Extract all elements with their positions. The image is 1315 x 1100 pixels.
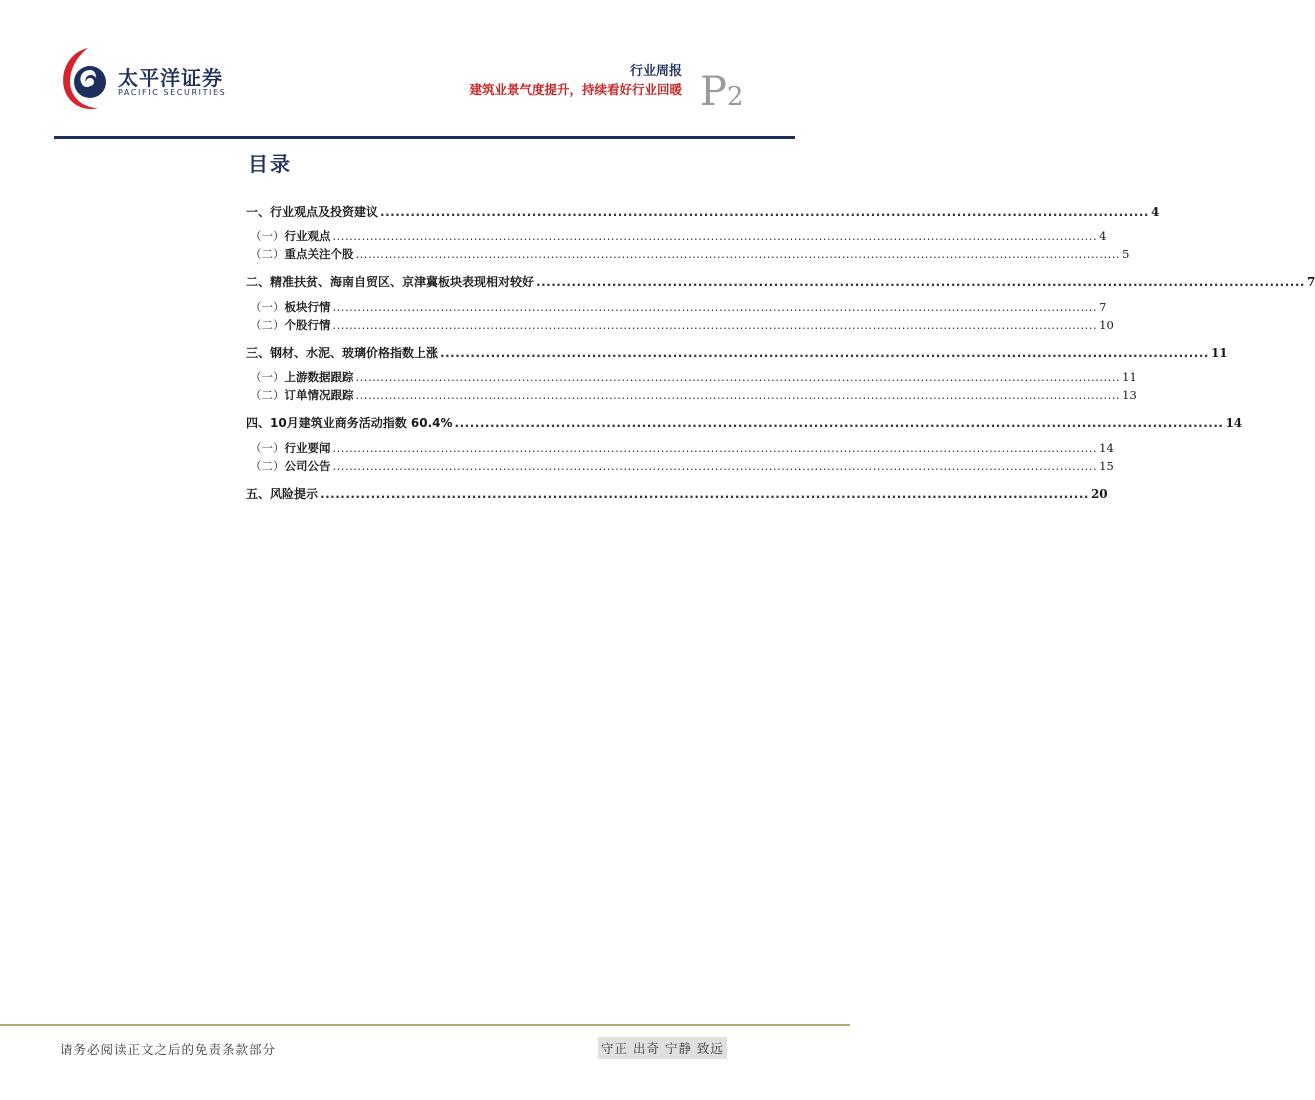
toc-entry-number: 三、 — [246, 346, 271, 360]
toc-entry-number: （一） — [250, 229, 285, 243]
toc-entry-label: 行业要闻 — [284, 441, 331, 455]
toc-entry-level1[interactable] — [246, 414, 1243, 431]
toc-entry-label: 上游数据跟踪 — [284, 370, 354, 384]
toc-leader-dots: ........................................................................................................................................................ — [440, 346, 1209, 360]
footer-motto: 守正 出奇 宁静 致远 — [598, 1037, 727, 1059]
page-prefix: P — [700, 69, 727, 115]
toc-entry-level2[interactable] — [246, 458, 1114, 474]
toc-entry-label: 行业观点 — [284, 229, 331, 243]
toc-entry-label: 公司公告 — [284, 459, 331, 473]
footer-disclaimer: 请务必阅读正文之后的免责条款部分 — [60, 1042, 277, 1057]
toc-entry-number: 四、 — [246, 416, 271, 430]
toc-leader-dots: ........................................................................................................................................................................................ — [355, 370, 1121, 384]
toc-entry-level1[interactable] — [246, 485, 1108, 502]
toc-title: 目录 — [248, 152, 292, 176]
toc-entry-number: （二） — [250, 388, 285, 402]
toc-leader-dots: ........................................................................................................................................................................................ — [332, 300, 1098, 314]
toc-leader-dots: ........................................................................................................................................................ — [454, 416, 1224, 430]
logo-text-en: PACIFIC SECURITIES — [118, 88, 227, 97]
toc-entry-number: 一、 — [246, 205, 271, 219]
toc-leader-dots: ........................................................................................................................................................................................ — [332, 459, 1098, 473]
toc-entry-page: 4 — [1099, 229, 1107, 243]
toc-entry-level1[interactable] — [246, 273, 1315, 290]
toc-entry-number: （一） — [250, 370, 285, 384]
report-title: 建筑业景气度提升，持续看好行业回暖 — [469, 82, 682, 97]
toc-entry-page: 4 — [1150, 205, 1160, 219]
toc-entry-level1[interactable] — [246, 344, 1228, 361]
toc-leader-dots: ........................................................................................................................................................ — [320, 487, 1089, 501]
toc-entry-page: 10 — [1099, 318, 1114, 332]
toc-entry-number: （二） — [250, 318, 285, 332]
toc-entry-label: 板块行情 — [284, 300, 331, 314]
toc-entry-label: 钢材、水泥、玻璃价格指数上涨 — [270, 346, 439, 360]
footer-divider — [0, 1024, 850, 1026]
page-number-mark — [700, 69, 744, 115]
toc-entry-level2[interactable] — [246, 299, 1107, 315]
toc-entry-level2[interactable] — [246, 440, 1114, 456]
toc-entry-number: （二） — [250, 459, 285, 473]
toc-entry-level1[interactable] — [246, 203, 1160, 220]
toc-leader-dots: ........................................................................................................................................................................................ — [355, 388, 1121, 402]
toc-entry-page: 14 — [1225, 416, 1243, 430]
toc-entry-number: 二、 — [246, 275, 271, 289]
toc-entry-number: 五、 — [246, 487, 271, 501]
toc-entry-number: （一） — [250, 300, 285, 314]
toc-entry-label: 个股行情 — [284, 318, 331, 332]
toc-leader-dots: ........................................................................................................................................................ — [380, 205, 1149, 219]
toc-entry-label: 重点关注个股 — [284, 247, 354, 261]
toc-entry-label: 10月建筑业商务活动指数 60.4% — [270, 416, 453, 430]
logo-emblem-icon — [58, 44, 114, 114]
toc-entry-label: 行业观点及投资建议 — [270, 205, 379, 219]
toc-entry-number: （一） — [250, 441, 285, 455]
toc-entry-page: 11 — [1122, 370, 1137, 384]
logo-text-cn: 太平洋证券 — [118, 66, 223, 90]
report-type: 行业周报 — [629, 64, 682, 79]
toc-entry-level2[interactable] — [246, 228, 1107, 244]
toc-entry-number: （二） — [250, 247, 285, 261]
toc-entry-level2[interactable] — [246, 387, 1137, 403]
toc-entry-page: 11 — [1210, 346, 1228, 360]
toc-entry-page: 14 — [1099, 441, 1114, 455]
toc-entry-page: 20 — [1090, 487, 1108, 501]
toc-entry-page: 13 — [1122, 388, 1137, 402]
toc-entry-label: 精准扶贫、海南自贸区、京津冀板块表现相对较好 — [270, 275, 535, 289]
toc-entry-page: 7 — [1306, 275, 1315, 289]
toc-entry-level2[interactable] — [246, 246, 1130, 262]
toc-entry-label: 风险提示 — [270, 487, 319, 501]
toc-entry-label: 订单情况跟踪 — [284, 388, 354, 402]
toc-entry-page: 5 — [1122, 247, 1130, 261]
header-divider — [54, 136, 795, 139]
toc-leader-dots: ........................................................................................................................................................ — [536, 275, 1305, 289]
toc-entry-page: 15 — [1099, 459, 1114, 473]
toc-entry-page: 7 — [1099, 300, 1107, 314]
toc-leader-dots: ........................................................................................................................................................................................ — [332, 229, 1098, 243]
company-logo — [58, 44, 228, 114]
toc-leader-dots: ........................................................................................................................................................................................ — [332, 441, 1098, 455]
page-number: 2 — [726, 82, 744, 112]
toc-entry-level2[interactable] — [246, 369, 1137, 385]
toc-leader-dots: ........................................................................................................................................................................................ — [332, 318, 1098, 332]
toc-leader-dots: ........................................................................................................................................................................................ — [355, 247, 1121, 261]
toc-entry-level2[interactable] — [246, 317, 1114, 333]
